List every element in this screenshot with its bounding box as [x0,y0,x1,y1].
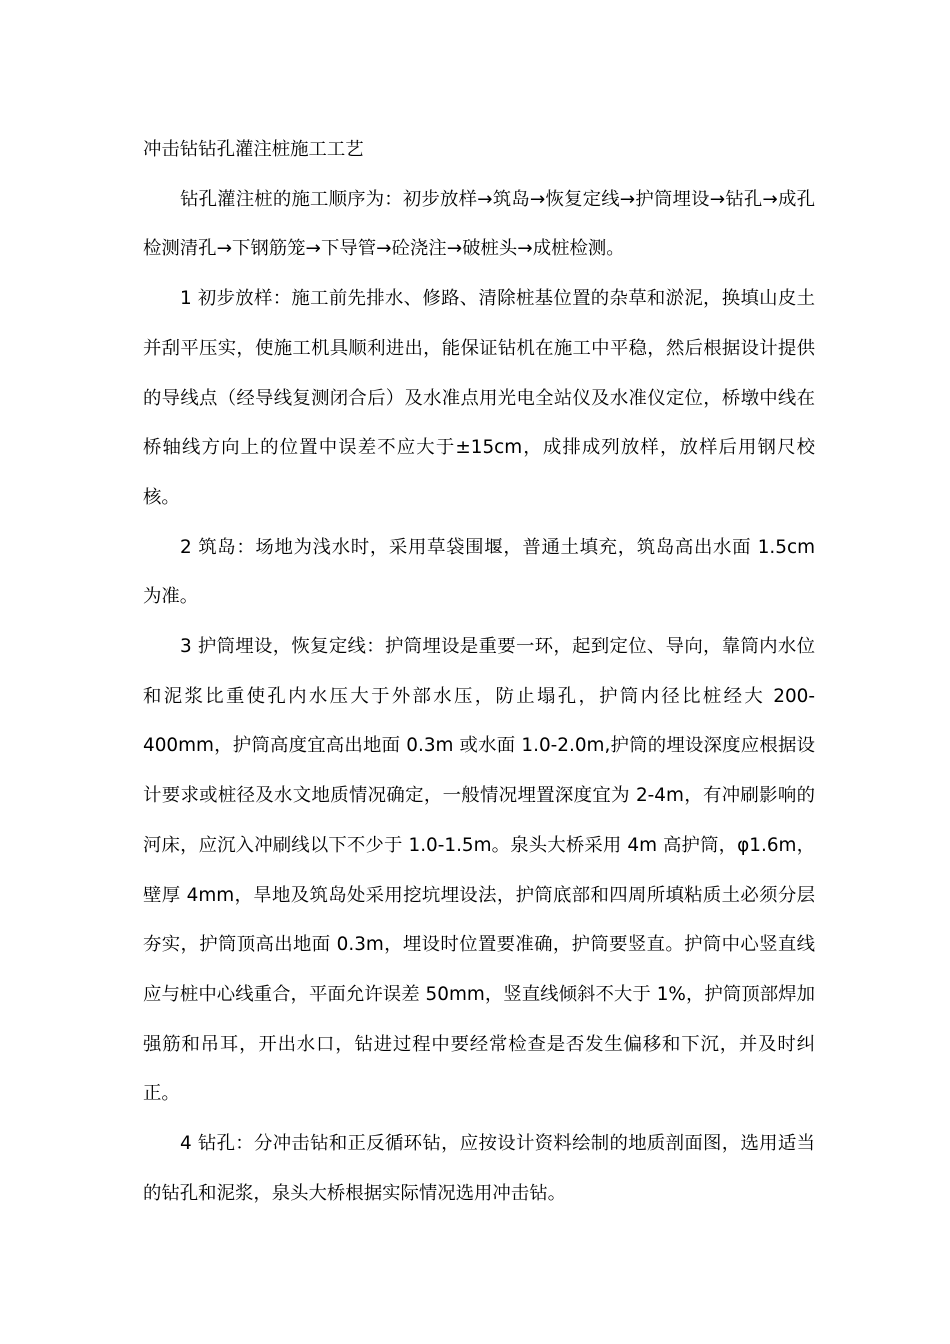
document-body [143,125,815,1218]
paragraph-drilling: 4 钻孔：分冲击钻和正反循环钻，应按设计资料绘制的地质剖面图，选用适当的钻孔和泥浆，泉头大桥根据实际情况选用冲击钻。 [143,1133,815,1204]
paragraph-construction-sequence: 钻孔灌注桩的施工顺序为：初步放样→筑岛→恢复定线→护筒埋设→钻孔→成孔检测清孔→下钢筋笼→下导管→砼浇注→破桩头→成桩检测。 [143,188,815,260]
paragraph-initial-layout: 1 初步放样：施工前先排水、修路、清除桩基位置的杂草和淤泥，换填山皮土并刮平压实，使施工机具顺利进出，能保证钻机在施工中平稳，然后根据设计提供的导线点（经导线复测闭合后）及水准点用光电全站仪及水准仪定位，桥墩中线在桥轴线方向上的位置中误差不应大于±15cm，成排成列放样，放样后用钢尺校核。 [143,288,815,508]
paragraph-casing-installation: 3 护筒埋设，恢复定线：护筒埋设是重要一环，起到定位、导向，靠筒内水位和泥浆比重使孔内水压大于外部水压，防止塌孔，护筒内径比桩经大 200-400mm，护筒高度宜高出地面 0.3m 或水面 1.0-2.0m,护筒的埋设深度应根据设计要求或桩径及水文地质情况确定，一般情况埋置深度宜为 2-4m，有冲刷影响的河床，应沉入冲刷线以下不少于 1.0-1.5m。泉头大桥采用 4m 高护筒，φ1.6m，壁厚 4mm，旱地及筑岛处采用挖坑埋设法，护筒底部和四周所填粘质土必须分层夯实，护筒顶高出地面 0.3m，埋设时位置要准确，护筒要竖直。护筒中心竖直线应与桩中心线重合，平面允许误差 50mm，竖直线倾斜不大于 1%，护筒顶部焊加强筋和吊耳，开出水口，钻进过程中要经常检查是否发生偏移和下沉，并及时纠正。 [143,636,815,1105]
document-title: 冲击钻钻孔灌注桩施工工艺 [143,139,364,160]
paragraph-island-building: 2 筑岛：场地为浅水时，采用草袋围堰，普通土填充，筑岛高出水面 1.5cm 为准。 [143,536,815,608]
